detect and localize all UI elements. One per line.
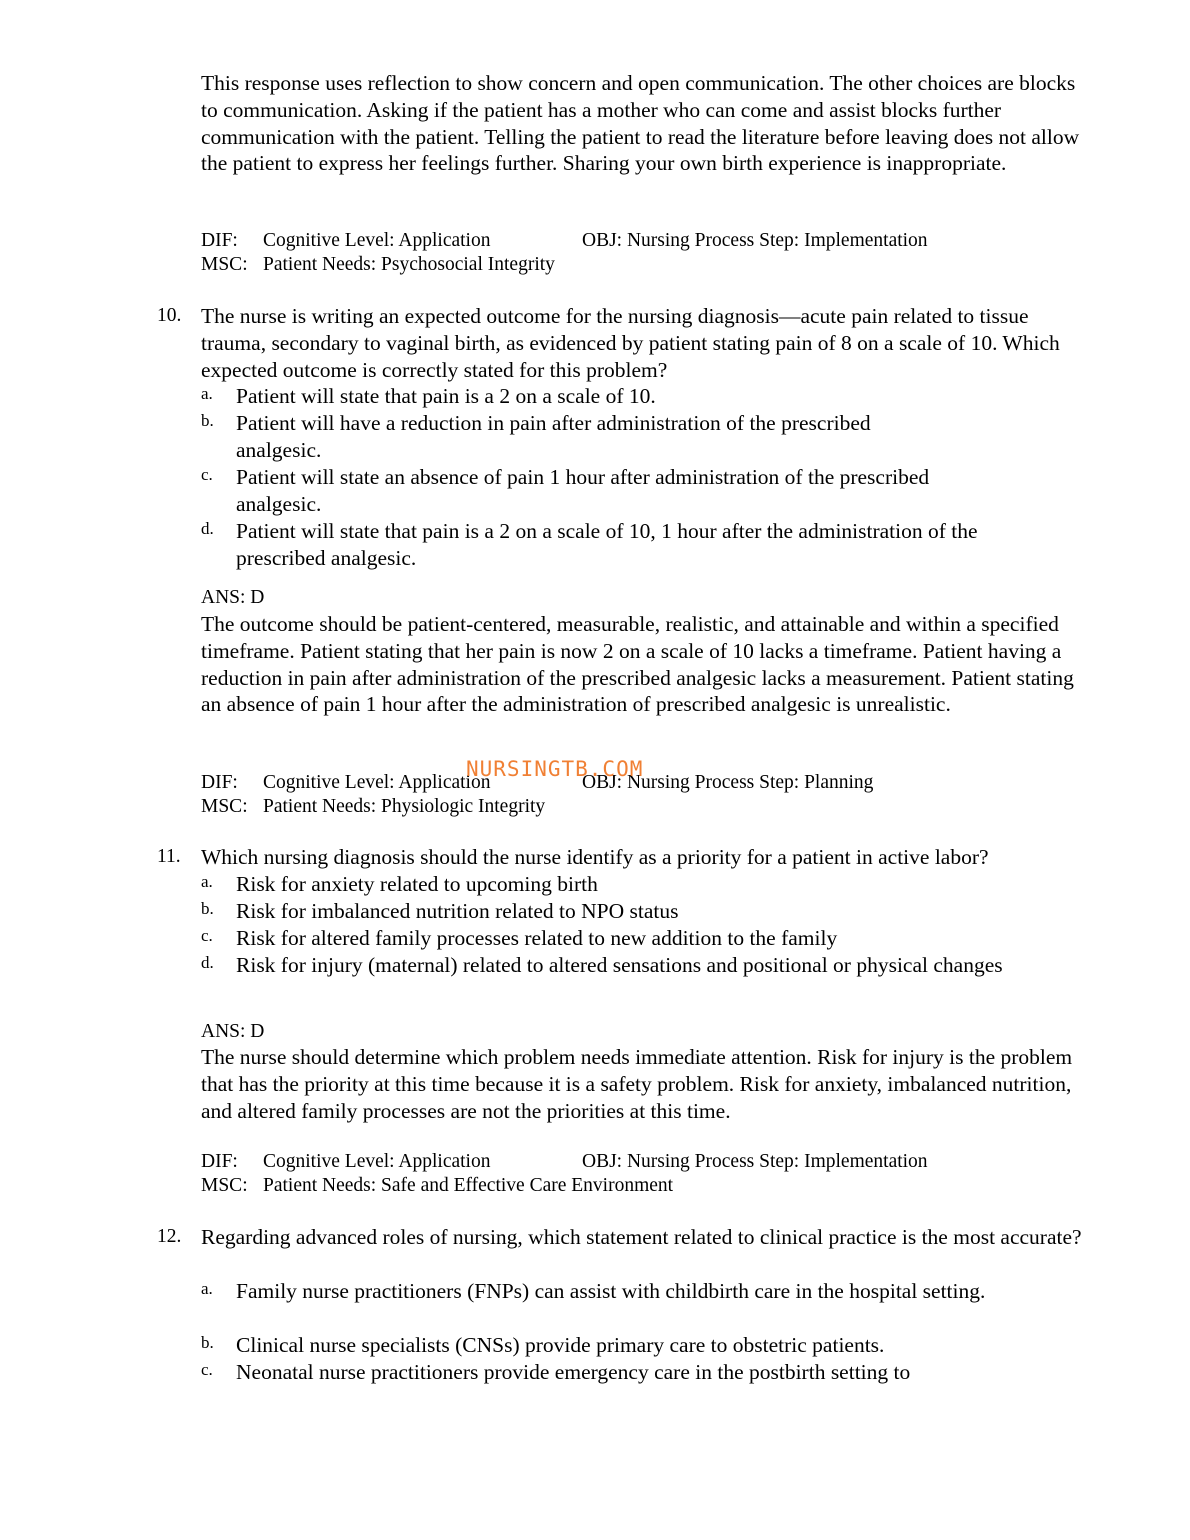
question-number: 11. (157, 846, 181, 867)
obj-value: OBJ: Nursing Process Step: Implementation (582, 230, 928, 251)
option-letter: b. (201, 411, 214, 430)
watermark: NURSINGTB.COM (466, 757, 644, 781)
option-letter: a. (201, 872, 213, 891)
option-text: Patient will state that pain is a 2 on a scale of 10, 1 hour after the administration of the prescribed analgesic. (236, 519, 978, 570)
dif-value: Cognitive Level: Application (263, 230, 491, 251)
option-text: Risk for imbalanced nutrition related to NPO status (236, 899, 679, 923)
question-number: 12. (157, 1226, 182, 1247)
option-text: Family nurse practitioners (FNPs) can assist with childbirth care in the hospital setting. (236, 1279, 986, 1303)
question-stem: The nurse is writing an expected outcome for the nursing diagnosis—acute pain related to tissue trauma, secondary to vaginal birth, as evidenced by patient stating pain of 8 on a scale of 10. Which expected outcome is correctly stated for this problem? (201, 304, 1060, 382)
msc-value: Patient Needs: Physiologic Integrity (263, 796, 546, 817)
option-letter: b. (201, 899, 214, 918)
question-number: 10. (157, 305, 182, 326)
dif-line (201, 771, 874, 795)
option-text: Patient will have a reduction in pain after administration of the prescribed analgesic. (236, 411, 871, 462)
msc-label: MSC: (201, 796, 248, 817)
option-text: Neonatal nurse practitioners provide emergency care in the postbirth setting to (236, 1360, 911, 1384)
msc-value: Patient Needs: Safe and Effective Care Environment (263, 1175, 674, 1196)
question-stem: Regarding advanced roles of nursing, which statement related to clinical practice is the most accurate? (201, 1225, 1082, 1249)
option-letter: d. (201, 519, 214, 538)
q9-rationale: This response uses reflection to show concern and open communication. The other choices are blocks to communication. Asking if the patient has a mother who can come and assist blocks further communication with the patient. Telling the patient to read the literature before leaving does not allow the patient to express her feelings further. Sharing your own birth experience is inappropriate. (201, 71, 1080, 176)
option-text: Clinical nurse specialists (CNSs) provide primary care to obstetric patients. (236, 1333, 885, 1357)
obj-value: OBJ: Nursing Process Step: Implementation (582, 1151, 928, 1172)
option-letter: c. (201, 926, 213, 945)
answer-key: ANS: D (201, 587, 265, 608)
msc-label: MSC: (201, 1175, 248, 1196)
question-stem: Which nursing diagnosis should the nurse identify as a priority for a patient in active labor? (201, 845, 989, 869)
option-text: Risk for altered family processes related to new addition to the family (236, 926, 838, 950)
obj-value: OBJ: Nursing Process Step: Planning (582, 772, 874, 793)
msc-line (201, 795, 546, 819)
q9-dif-line (201, 229, 928, 253)
option-text: Patient will state that pain is a 2 on a scale of 10. (236, 384, 656, 408)
option-letter: a. (201, 1279, 213, 1298)
dif-label: DIF: (201, 1151, 238, 1172)
answer-rationale: The outcome should be patient-centered, measurable, realistic, and attainable and within a specified timeframe. Patient stating that her pain is now 2 on a scale of 10 lacks a timeframe. Patient having a reduction in pain after administration of the prescribed analgesic lacks a measurement. Patient stating an absence of pain 1 hour after the administration of prescribed analgesic is unrealistic. (201, 612, 1074, 717)
dif-value: Cognitive Level: Application (263, 1151, 491, 1172)
msc-label: MSC: (201, 254, 248, 275)
option-letter: c. (201, 465, 213, 484)
msc-line (201, 1174, 674, 1198)
dif-line (201, 1150, 928, 1174)
answer-rationale: The nurse should determine which problem needs immediate attention. Risk for injury is the problem that has the priority at this time because it is a safety problem. Risk for anxiety, imbalanced nutrition, and altered family processes are not the priorities at this time. (201, 1045, 1073, 1123)
option-text: Patient will state an absence of pain 1 hour after administration of the prescribed analgesic. (236, 465, 930, 516)
dif-label: DIF: (201, 230, 238, 251)
dif-label: DIF: (201, 772, 238, 793)
answer-key: ANS: D (201, 1021, 265, 1042)
msc-value: Patient Needs: Psychosocial Integrity (263, 254, 555, 275)
option-letter: b. (201, 1333, 214, 1352)
dif-value: Cognitive Level: Application (263, 772, 491, 793)
option-letter: c. (201, 1360, 213, 1379)
option-letter: d. (201, 953, 214, 972)
q9-msc-line (201, 253, 555, 277)
option-letter: a. (201, 384, 213, 403)
option-text: Risk for anxiety related to upcoming birth (236, 872, 598, 896)
option-text: Risk for injury (maternal) related to altered sensations and positional or physical changes (236, 953, 1003, 977)
